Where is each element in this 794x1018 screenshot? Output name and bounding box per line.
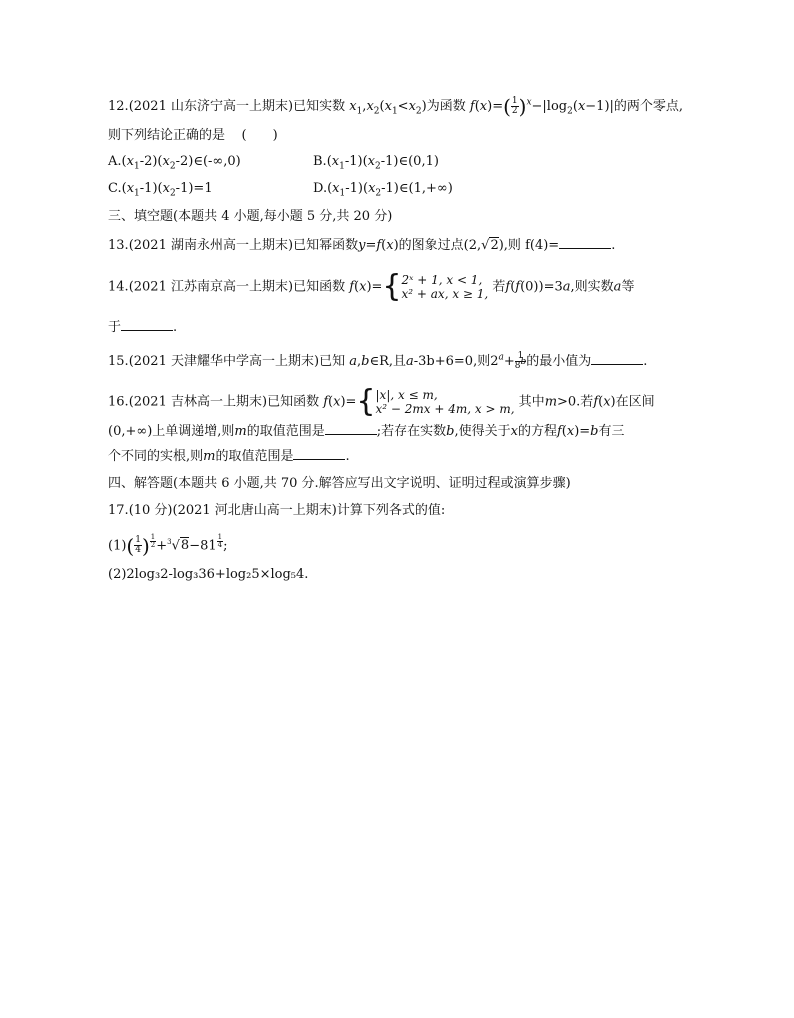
q16-line2: (0,+∞)上单调递增,则m的取值范围是 ;若存在实数b,使得关于x的方程f(x)=b有三 [108,424,625,439]
piecewise-cases: |x|, x ≤ m, x² − 2mx + 4m, x > m, [375,388,515,416]
q16-line1: 16.(2021 吉林高一上期末)已知函数 f(x)={ |x|, x ≤ m, x² − 2mx + 4m, x > m, 其中m>0.若f(x)在区间 [108,384,655,419]
q12-source: (2021 山东济宁高一上期末) [128,99,294,114]
q15: 15.(2021 天津耀华中学高一上期末)已知 a,b∈R,且a-3b+6=0,则$2^a+$ $\frac{1}{8^b}$ 的最小值为 . [108,351,648,371]
q14-line2: 于 . [108,320,178,335]
answer-paren: ( ) [241,128,278,143]
answer-blank [293,447,345,460]
q12-option-b: $B.(x_1-1)(x_2-1)\in(0,1)$ [313,154,439,172]
q12-option-a: $A.(x_1-2)(x_2-2)\in(-\infty,0)$ [108,154,241,172]
q12-option-d: $D.(x_1-1)(x_2-1)\in(1,+\infty)$ [313,181,453,199]
q12-option-c: $C.(x_1-1)(x_2-1)=1$ [108,181,213,199]
q14-line1: 14.(2021 江苏南京高一上期末)已知函数 f(x)={ 2ˣ + 1, x < 1, x² + ax, x ≥ 1, 若f(f(0))=3a,则实数a等 [108,269,635,304]
q17: 17.(10 分)(2021 河北唐山高一上期末)计算下列各式的值: [108,503,446,518]
answer-blank [559,236,611,249]
q12-number: 12. [108,99,129,114]
section-heading-fill-in: 三、填空题(本题共 4 小题,每小题 5 分,共 20 分) [108,209,393,224]
answer-blank [121,318,173,331]
q12-line2: 则下列结论正确的是 ( ) [108,128,278,143]
section-heading-solutions: 四、解答题(本题共 6 小题,共 70 分.解答应写出文字说明、证明过程或演算步骤) [108,476,571,491]
q17-part2: (2)2log₃2-log₃36+log₂5×log₅4. [108,567,309,582]
piecewise-cases: 2ˣ + 1, x < 1, x² + ax, x ≥ 1, [401,273,489,301]
answer-blank [325,422,377,435]
q12-line1: 12.(2021 山东济宁高一上期末)已知实数 $x_1,x_2(x_1<x_2)$为函数 f(x)=( $\frac{1}{2}$ )$^x-|\log_2(x-1)|$的两个零点, [108,94,684,119]
q17-part1: (1)( $\frac{1}{4}$ ) $^{\frac{1}{2}}$ +$^3$√8−81 $^{\frac{1}{4}}$ ; [108,533,228,558]
q13: 13.(2021 湖南永州高一上期末)已知幂函数y=f(x)的图象过点(2,√2),则 f(4)= . [108,238,616,253]
q16-line3: 个不同的实根,则m的取值范围是 . [108,449,350,464]
answer-blank [591,352,643,365]
